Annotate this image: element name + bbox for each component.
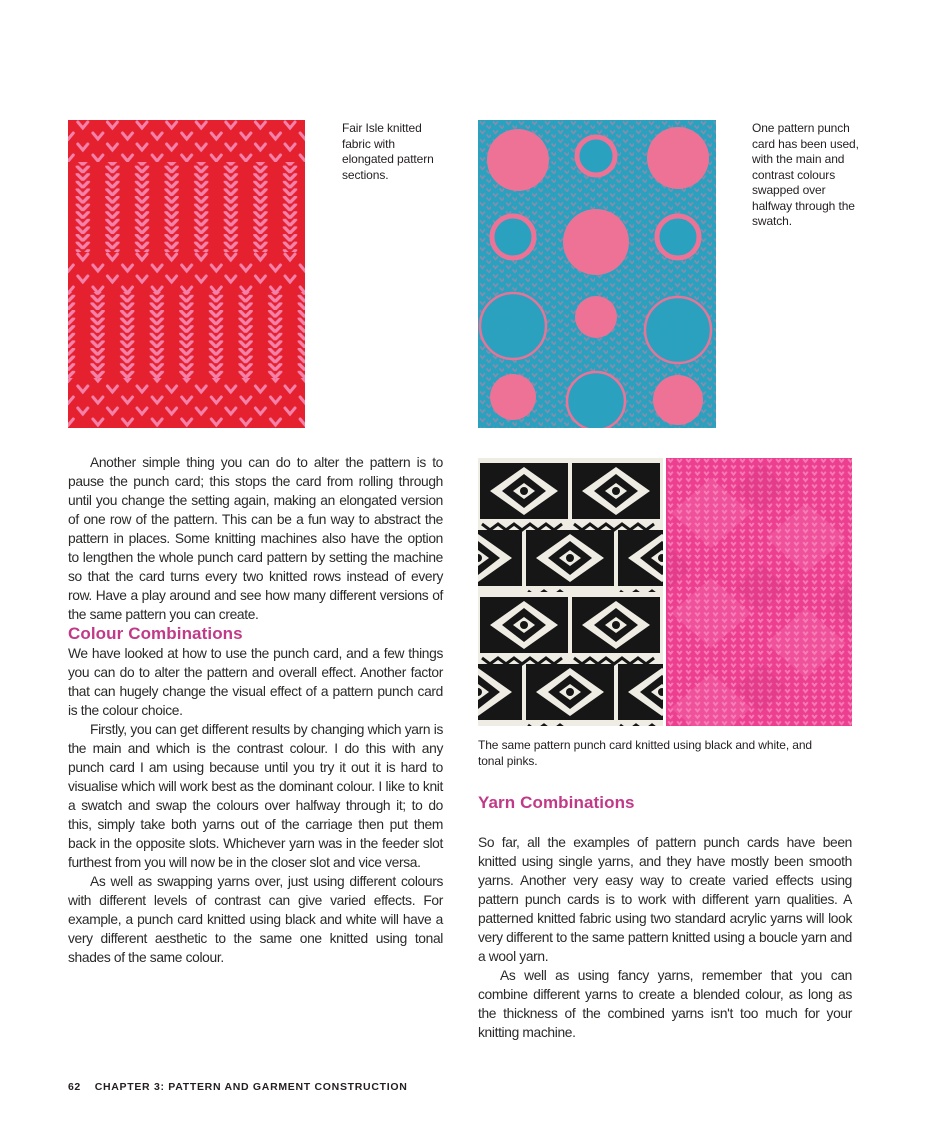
figure-swapped-colours-swatch bbox=[478, 120, 716, 428]
red-fair-isle-swatch-illustration bbox=[68, 120, 305, 428]
heading-colour-combinations: Colour Combinations bbox=[68, 624, 243, 643]
paragraph-firstly-yarn-swap: Firstly, you can get different results by changing which yarn is the main and which is the contrast colour. I do this with any punch card I am using because until you try it out it is hard to visualise which will work best as the dominant colour. I like to knit a swatch and swap the colours over halfway through it; to do this, simply take both yarns out of the carriage then put them back in the opposite slots. Whichever yarn was in the feeder slot furthest from you will now be in the closer slot and vice versa. bbox=[68, 722, 443, 870]
figure-black-white-and-pink-swatches bbox=[478, 458, 852, 769]
right-text-column bbox=[478, 793, 852, 1042]
black-white-pattern-swatch-illustration bbox=[478, 458, 663, 726]
paragraph-yarn-qualities: So far, all the examples of pattern punch cards have been knitted using single yarns, and they have mostly been smooth yarns. Another very easy way to create varied effects using pattern punch cards is to work with different yarn qualities. A patterned knitted fabric using two standard acrylic yarns will look very different to the same pattern knitted using a boucle yarn and a wool yarn. bbox=[478, 835, 852, 964]
tonal-pink-pattern-swatch-illustration bbox=[666, 458, 852, 726]
figure-fair-isle-swatch bbox=[68, 120, 305, 428]
page-number: 62 bbox=[68, 1081, 81, 1093]
paragraph-colour-intro: We have looked at how to use the punch card, and a few things you can do to alter the pattern and overall effect. Another factor that can hugely change the visual effect of a pattern punch card is the colour choice. bbox=[68, 646, 443, 718]
right-column bbox=[478, 458, 852, 1042]
left-text-column bbox=[68, 453, 443, 967]
paragraph-pause-punch-card: Another simple thing you can do to alter the pattern is to pause the punch card; this stops the card from rolling through until you change the setting again, making an elongated version of one row of the pattern. This can be a fun way to abstract the pattern in places. Some knitting machines also have the option to lengthen the whole punch card pattern by setting the machine so that the card turns every two knitted rows instead of every row. Have a play around and see how many different versions of the same pattern you can create. bbox=[68, 455, 443, 622]
caption-black-white-tonal-pinks: The same pattern punch card knitted using black and white, and tonal pinks. bbox=[478, 738, 813, 768]
paragraph-contrast-levels: As well as swapping yarns over, just using different colours with different levels of contrast can give varied effects. For example, a punch card knitted using black and white will have a very different aesthetic to the same one knitted using tonal shades of the same colour. bbox=[68, 874, 443, 965]
caption-fair-isle: Fair Isle knitted fabric with elongated pattern sections. bbox=[342, 121, 434, 182]
chapter-running-head: CHAPTER 3: PATTERN AND GARMENT CONSTRUCTION bbox=[94, 1081, 408, 1093]
heading-yarn-combinations: Yarn Combinations bbox=[478, 793, 635, 812]
caption-swapped-colours: One pattern punch card has been used, with the main and contrast colours swapped over halfway through the swatch. bbox=[752, 121, 859, 228]
paragraph-fancy-yarns: As well as using fancy yarns, remember that you can combine different yarns to create a blended colour, as long as the thickness of the combined yarns isn't too much for your knitting machine. bbox=[478, 968, 852, 1040]
page-footer bbox=[68, 1081, 408, 1093]
teal-pink-circles-swatch-illustration bbox=[478, 120, 716, 428]
